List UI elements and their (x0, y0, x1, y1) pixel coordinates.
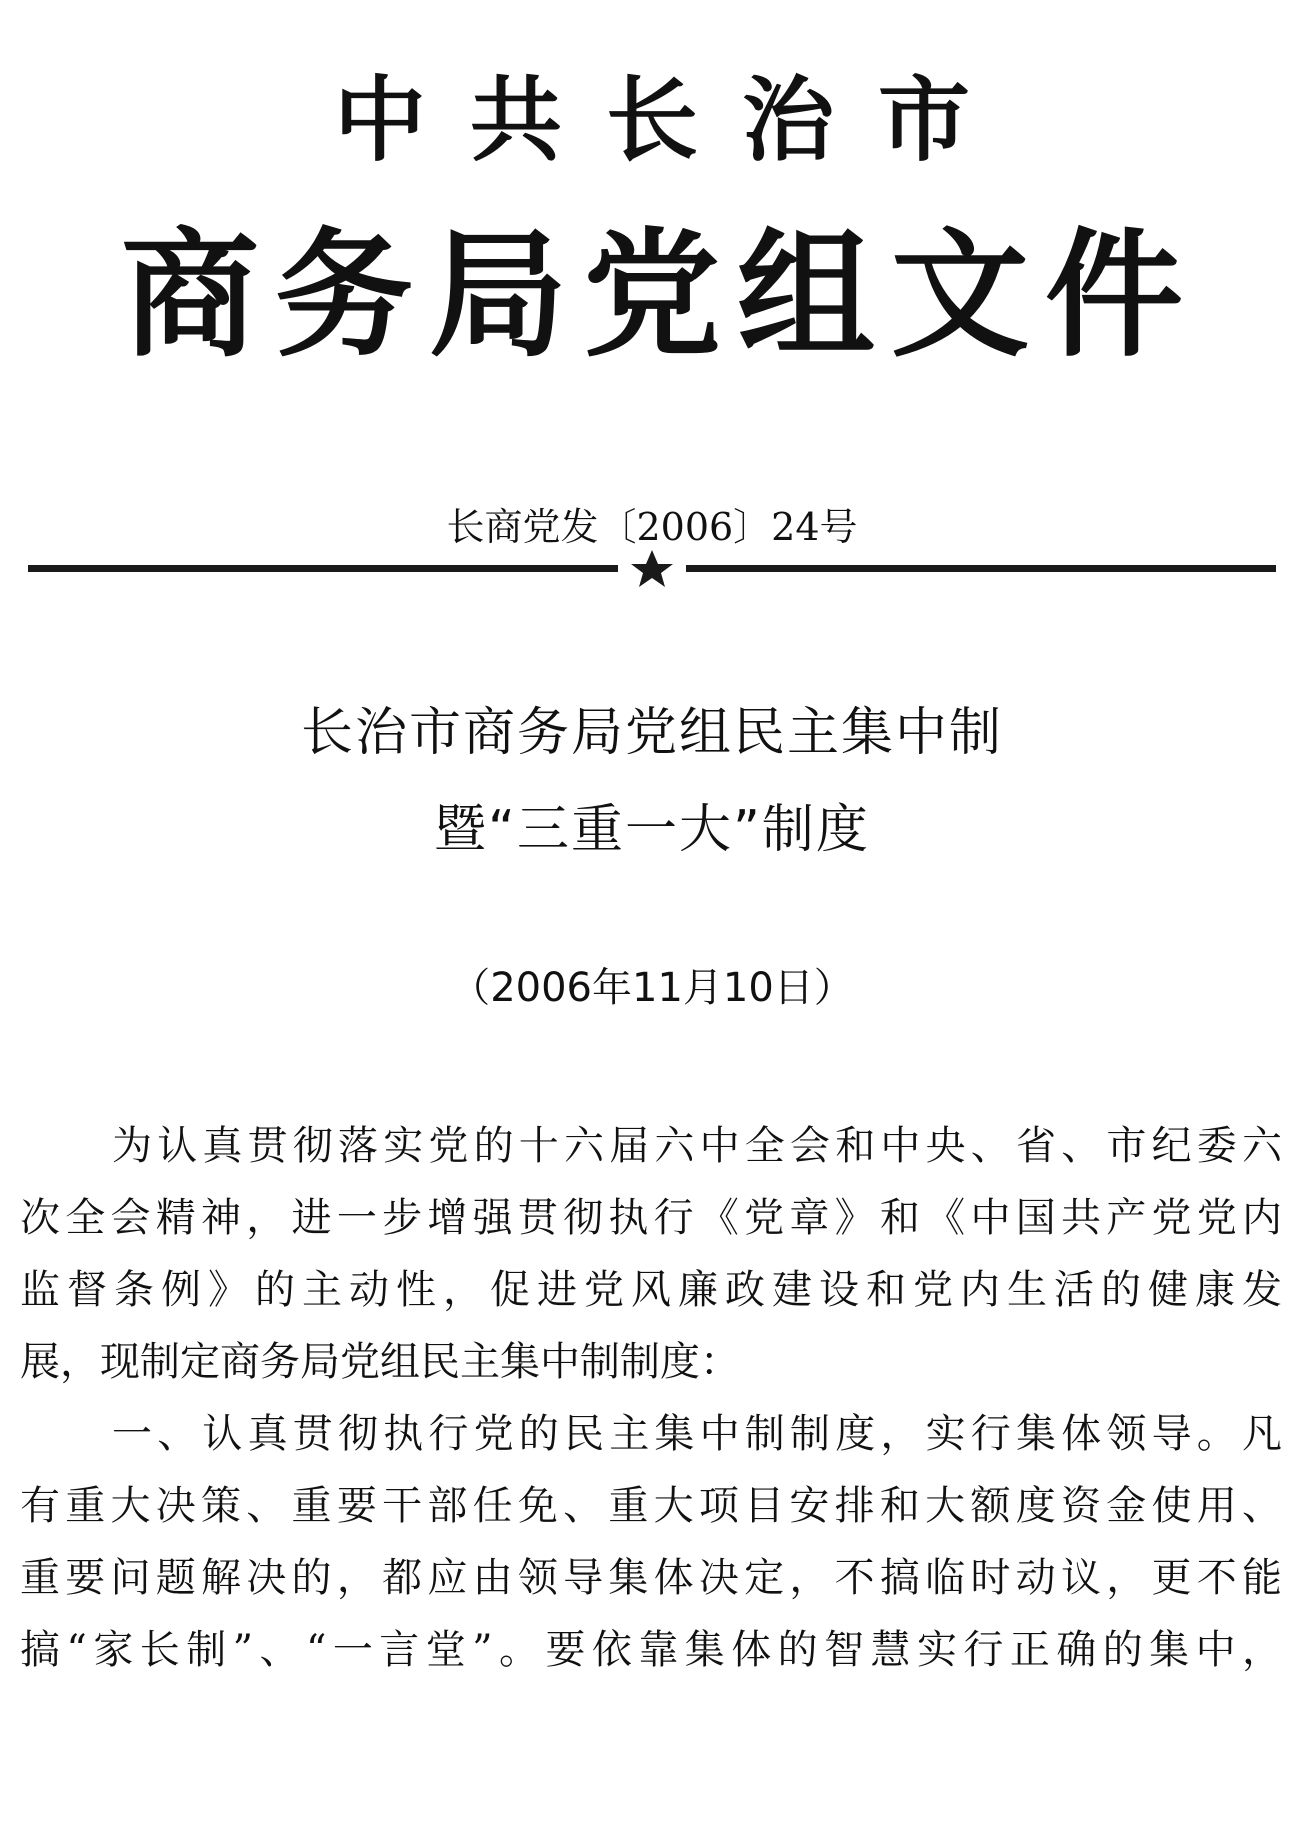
body-line: 展，现制定商务局党组民主集中制制度： (20, 1339, 740, 1385)
star-icon (631, 550, 673, 587)
issuer-name: 中共长治市 (333, 66, 1014, 174)
document-type-heading: 商务局党组文件 (120, 213, 1199, 376)
body-line: 搞“家长制”、“一言堂”。要依靠集体的智慧实行正确的集中， (20, 1627, 1282, 1673)
body-line: 次全会精神，进一步增强贯彻执行《党章》和《中国共产党党内 (20, 1195, 1282, 1241)
red-header-divider (28, 548, 1276, 588)
document-number: 长商党发〔2006〕24号 (446, 505, 858, 549)
body-line: 监督条例》的主动性，促进党风廉政建设和党内生活的健康发 (20, 1267, 1282, 1313)
body-line: 一、认真贯彻执行党的民主集中制制度，实行集体领导。凡 (112, 1411, 1282, 1457)
divider-right-rule (686, 565, 1276, 572)
document-title-line-1: 长治市商务局党组民主集中制 (300, 703, 1003, 763)
document-title-line-2: 暨“三重一大”制度 (434, 800, 870, 860)
divider-left-rule (28, 565, 618, 572)
body-line: 重要问题解决的，都应由领导集体决定，不搞临时动议，更不能 (20, 1555, 1282, 1601)
body-line: 有重大决策、重要干部任免、重大项目安排和大额度资金使用、 (20, 1483, 1282, 1529)
document-date: （2006年11月10日） (450, 965, 854, 1011)
document-body (20, 1110, 1282, 1686)
body-line: 为认真贯彻落实党的十六届六中全会和中央、省、市纪委六 (112, 1123, 1282, 1169)
